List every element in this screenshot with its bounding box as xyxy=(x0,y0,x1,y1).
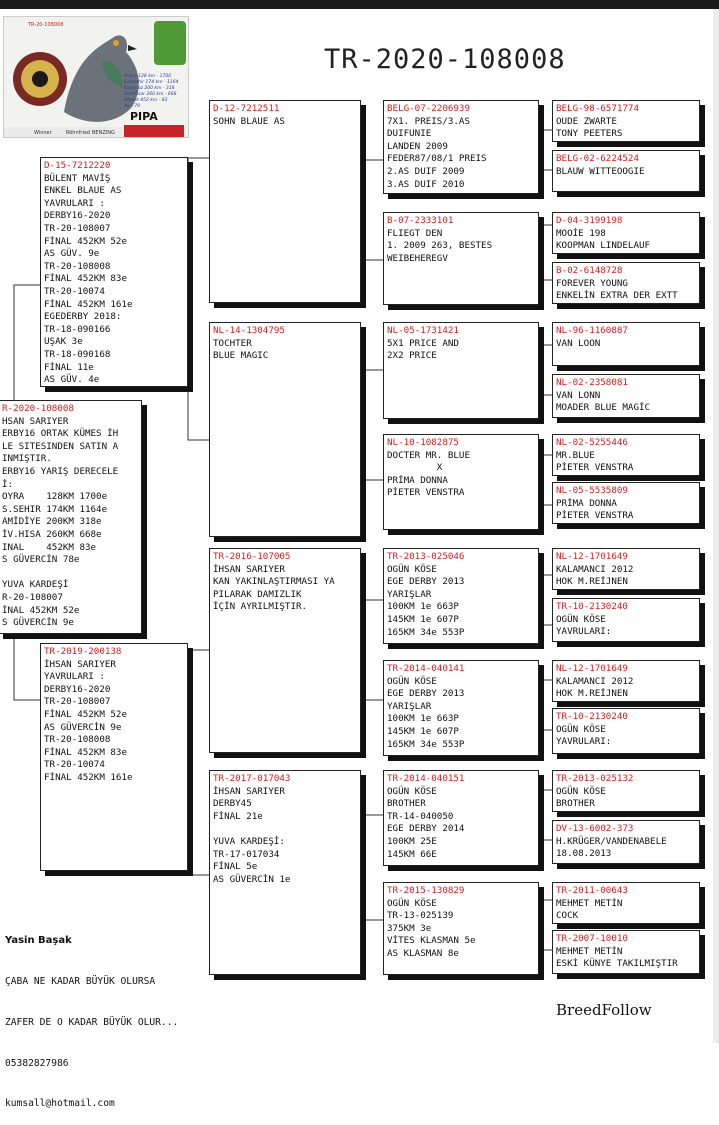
info-line: TONY PEETERS xyxy=(556,128,623,140)
pedigree-card-gen4 xyxy=(552,708,700,754)
info-line: PRİMA DONNA xyxy=(387,474,448,486)
ring-number: D-15-7212220 xyxy=(44,160,111,171)
ring-number: TR-2016-107005 xyxy=(213,551,291,562)
info-line xyxy=(2,567,138,580)
pedigree-card-gen3 xyxy=(383,212,539,305)
info-line: TR-18-090166 xyxy=(44,323,111,335)
info-line: PİETER VENSTRA xyxy=(556,462,634,474)
ring-number: D-04-3199198 xyxy=(556,215,623,226)
ring-number: NL-12-1701649 xyxy=(556,663,628,674)
svg-text:BENZING: BENZING xyxy=(92,130,115,136)
info-line: FİNAL 452KM 83e xyxy=(44,746,127,758)
pedigree-card-gen4 xyxy=(552,882,700,924)
info-line: MEHMET METİN xyxy=(556,897,623,909)
info-line: COCK xyxy=(556,910,579,922)
info-line: HSAN SARIYER xyxy=(2,415,69,427)
info-line: S GÜVERCİN 9e xyxy=(2,617,74,629)
ring-number: B-02-6148728 xyxy=(556,265,623,276)
info-line: ENKEL BLAUE AS xyxy=(44,185,122,197)
info-line: 375KM 3e xyxy=(387,922,432,934)
svg-text:Sivrihisar 260 km - 668: Sivrihisar 260 km - 668 xyxy=(124,92,177,97)
pedigree-card-gen3 xyxy=(383,882,539,975)
pedigree-card-gen4 xyxy=(552,262,700,304)
info-line: TR-20-10074 xyxy=(44,759,105,771)
info-line: BLAUW WITTEOOGIE xyxy=(556,165,645,177)
info-line: PILARAK DAMIZLIK xyxy=(213,588,302,600)
info-line: İV.HISA 260KM 668e xyxy=(2,528,102,540)
info-line: X xyxy=(387,462,443,474)
pedigree-card-gen4 xyxy=(552,548,700,590)
info-line: KALAMANCI 2012 xyxy=(556,563,634,575)
info-line: FİNAL 452KM 52e xyxy=(44,708,127,720)
info-line: DERBY45 xyxy=(213,798,252,810)
info-line: YAVRULARI: xyxy=(556,736,612,748)
ring-number: D-12-7212511 xyxy=(213,103,280,114)
sire-card xyxy=(40,157,188,387)
pedigree-card-gen4 xyxy=(552,212,700,254)
ring-number: TR-2014-040141 xyxy=(387,663,465,674)
info-line: FİNAL 452KM 83e xyxy=(44,273,127,285)
info-line: BÜLENT MAVİŞ xyxy=(44,172,111,184)
info-line: 5X1 PRICE AND xyxy=(387,337,459,349)
ring-number: NL-96-1160887 xyxy=(556,325,628,336)
info-line: SOHN BLAUE AS xyxy=(213,115,285,127)
info-line: VİTES KLASMAN 5e xyxy=(387,935,476,947)
motto-line: ZAFER DE O KADAR BÜYÜK OLUR... xyxy=(5,1016,179,1028)
info-line: TR-13-025139 xyxy=(387,910,454,922)
info-line: 18.08.2013 xyxy=(556,848,612,860)
info-line: UŞAK 3e xyxy=(44,336,83,348)
info-line: AS GÜV. 4e xyxy=(44,374,100,386)
svg-text:PIPA: PIPA xyxy=(130,110,158,123)
info-line: TR-20-108007 xyxy=(44,222,111,234)
info-line: TOCHTER xyxy=(213,337,252,349)
info-line: S.SEHIR 174KM 1164e xyxy=(2,503,108,515)
info-line: EGE DERBY 2013 xyxy=(387,576,465,588)
info-line: TR-20-108008 xyxy=(44,734,111,746)
info-line: 100KM 25E xyxy=(387,835,437,847)
pedigree-card-gen4 xyxy=(552,322,700,366)
info-line: İHSAN SARIYER xyxy=(213,563,285,575)
info-line: PRİMA DONNA xyxy=(556,497,617,509)
info-line: DOCTER MR. BLUE xyxy=(387,449,470,461)
pedigree-card-gen2 xyxy=(209,548,361,753)
pedigree-card-gen4 xyxy=(552,482,700,524)
ring-number: DV-13-6002-373 xyxy=(556,823,634,834)
pedigree-card-gen2 xyxy=(209,100,361,303)
info-line: VAN LOON xyxy=(556,337,601,349)
owner-name: Yasin Başak xyxy=(5,935,72,947)
owner-contact xyxy=(5,907,178,1125)
ring-number: NL-05-1731421 xyxy=(387,325,459,336)
page-title: TR-2020-108008 xyxy=(324,44,566,75)
info-line: YUVA KARDEŞİ: xyxy=(213,835,285,847)
info-line: HOK M.REİJNEN xyxy=(556,688,628,700)
info-line: AMİDİYE 200KM 318e xyxy=(2,516,102,528)
info-line: İHSAN SARIYER xyxy=(213,785,285,797)
info-line: ENKELİN EXTRA DER EXTT xyxy=(556,290,678,302)
info-line: OUDE ZWARTE xyxy=(556,115,617,127)
info-line: LANDEN 2009 xyxy=(387,140,448,152)
info-line: DERBY16-2020 xyxy=(44,210,111,222)
ring-number: TR-2017-017043 xyxy=(213,773,291,784)
info-line: FİNAL 452KM 161e xyxy=(44,298,133,310)
ring-number: BELG-07-2206939 xyxy=(387,103,470,114)
pedigree-card-gen2 xyxy=(209,322,361,537)
info-line: EGE DERBY 2013 xyxy=(387,688,465,700)
svg-text:Ay - 79: Ay - 79 xyxy=(124,104,140,109)
info-line: ERBY16 ORTAK KÜMES İH xyxy=(2,428,119,440)
ring-number: NL-12-1701649 xyxy=(556,551,628,562)
info-line: FİNAL 21e xyxy=(213,810,263,822)
info-line: MOADER BLUE MAGİC xyxy=(556,402,651,414)
info-line: OGÜN KÖSE xyxy=(387,675,437,687)
info-line: TR-18-090168 xyxy=(44,348,111,360)
info-line: KALAMANCI 2012 xyxy=(556,675,634,687)
info-line: PİETER VENSTRA xyxy=(387,487,465,499)
info-line: ERBY16 YARIŞ DERECELE xyxy=(2,465,119,477)
pedigree-card-gen4 xyxy=(552,150,700,192)
info-line: TR-20-108007 xyxy=(44,696,111,708)
info-line: YAVRULARI: xyxy=(556,626,612,638)
info-line: 1. 2009 263, BESTES xyxy=(387,240,493,252)
info-line: PİETER VENSTRA xyxy=(556,510,634,522)
svg-text:Röhnfried: Röhnfried xyxy=(66,130,91,136)
info-line: FİNAL 5e xyxy=(213,861,258,873)
ring-number: TR-10-2130240 xyxy=(556,711,628,722)
info-line: TR-20-10074 xyxy=(44,285,105,297)
pedigree-card-gen4 xyxy=(552,374,700,418)
info-line: 7X1. PREIS/3.AS xyxy=(387,115,470,127)
info-line: YARIŞLAR xyxy=(387,700,432,712)
ring-number: TR-2011-00643 xyxy=(556,885,628,896)
ring-number: NL-02-5255446 xyxy=(556,437,628,448)
info-line: OGÜN KÖSE xyxy=(387,897,437,909)
ring-number: TR-2019-200138 xyxy=(44,646,122,657)
info-line: INMIŞTIR. xyxy=(2,453,52,465)
svg-text:Kayımaz 200 km - 318: Kayımaz 200 km - 318 xyxy=(124,86,175,91)
info-line: 100KM 1e 663P xyxy=(387,601,459,613)
info-line: 2.AS DUIF 2009 xyxy=(387,165,465,177)
info-line: R-20-108007 xyxy=(2,591,63,603)
subject-card xyxy=(0,400,142,634)
svg-text:Ahmet 452 km - 83: Ahmet 452 km - 83 xyxy=(124,98,168,103)
info-line: 3.AS DUIF 2010 xyxy=(387,178,465,190)
info-line: FİNAL 11e xyxy=(44,361,94,373)
email-address: kumsall@hotmail.com xyxy=(5,1098,115,1110)
ring-number: TR-2013-025046 xyxy=(387,551,465,562)
brand-watermark: BreedFollow xyxy=(556,1001,652,1019)
info-line: 145KM 1e 607P xyxy=(387,725,459,737)
info-line: FEDER87/08/1 PREIS xyxy=(387,153,487,165)
info-line: OGÜN KÖSE xyxy=(556,785,606,797)
pedigree-card-gen4 xyxy=(552,660,700,702)
info-line: WEIBEHEREGV xyxy=(387,252,448,264)
info-line: FİNAL 452KM 52e xyxy=(44,235,127,247)
info-line: İÇİN AYRILMIŞTIR. xyxy=(213,601,308,613)
info-line: FOREVER YOUNG xyxy=(556,277,628,289)
info-line: MR.BLUE xyxy=(556,449,595,461)
ring-number: TR-2014-040151 xyxy=(387,773,465,784)
ring-number: NL-14-1304795 xyxy=(213,325,285,336)
info-line: İHSAN SARIYER xyxy=(44,658,116,670)
ring-number: TR-2015-130829 xyxy=(387,885,465,896)
info-line: EGEDERBY 2018: xyxy=(44,311,122,323)
pedigree-card-gen3 xyxy=(383,548,539,644)
info-line: OGÜN KÖSE xyxy=(556,613,606,625)
info-line: OGÜN KÖSE xyxy=(387,785,437,797)
ring-number: NL-05-5535809 xyxy=(556,485,628,496)
svg-text:Poyra 128 km - 1700: Poyra 128 km - 1700 xyxy=(124,74,172,79)
pedigree-card-gen4 xyxy=(552,770,700,812)
info-line: 145KM 1e 607P xyxy=(387,613,459,625)
ring-number: NL-10-1082875 xyxy=(387,437,459,448)
info-line: MEHMET METİN xyxy=(556,945,623,957)
info-line: MOOİE 198 xyxy=(556,227,606,239)
phone-number: 05382827986 xyxy=(5,1057,69,1069)
pedigree-card-gen4 xyxy=(552,100,700,142)
info-line: ESKİ KÜNYE TAKILMIŞTIR xyxy=(556,958,678,970)
info-line: İNAL 452KM 52e xyxy=(2,604,80,616)
svg-text:TR-20-108008: TR-20-108008 xyxy=(28,22,64,28)
info-line: 2X2 PRICE xyxy=(387,350,437,362)
info-line: BROTHER xyxy=(556,798,595,810)
info-line: BROTHER xyxy=(387,798,426,810)
ring-number: BELG-98-6571774 xyxy=(556,103,639,114)
info-line: VAN LONN xyxy=(556,389,601,401)
ring-number: R-2020-108008 xyxy=(2,403,74,414)
info-line: YAVRULARI : xyxy=(44,197,105,209)
dam-card xyxy=(40,643,188,871)
info-line: AS GÜV. 9e xyxy=(44,248,100,260)
info-line: AS GÜVERCİN 1e xyxy=(213,873,291,885)
info-line: FLIEGT DEN xyxy=(387,227,443,239)
info-line: AS GÜVERCİN 9e xyxy=(44,721,122,733)
svg-text:Winner: Winner xyxy=(34,130,52,136)
pedigree-card-gen3 xyxy=(383,770,539,866)
ring-number: BELG-02-6224524 xyxy=(556,153,639,164)
pedigree-card-gen3 xyxy=(383,100,539,194)
ring-number: TR-2007-10010 xyxy=(556,933,628,944)
info-line: 145KM 66E xyxy=(387,848,437,860)
pedigree-card-gen3 xyxy=(383,660,539,756)
ring-number: TR-10-2130240 xyxy=(556,601,628,612)
info-line: AS KLASMAN 8e xyxy=(387,947,459,959)
info-line: TR-20-108008 xyxy=(44,260,111,272)
info-line: İ: xyxy=(2,478,14,490)
info-line: OGÜN KÖSE xyxy=(556,723,606,735)
info-line: EGE DERBY 2014 xyxy=(387,823,465,835)
info-line: YUVA KARDEŞİ xyxy=(2,579,69,591)
pedigree-card-gen4 xyxy=(552,598,700,642)
info-line: OYRA 128KM 1700e xyxy=(2,491,108,503)
info-line xyxy=(213,823,357,836)
info-line: TR-17-017034 xyxy=(213,848,280,860)
info-line: INAL 452KM 83e xyxy=(2,541,97,553)
ring-number: NL-02-2358081 xyxy=(556,377,628,388)
pedigree-card-gen2 xyxy=(209,770,361,975)
info-line: DERBY16-2020 xyxy=(44,683,111,695)
info-line: DUIFUNIE xyxy=(387,128,432,140)
motto-line: ÇABA NE KADAR BÜYÜK OLURSA xyxy=(5,975,156,987)
pedigree-card-gen4 xyxy=(552,820,700,864)
info-line: KOOPMAN LINDELAUF xyxy=(556,240,651,252)
info-line: HOK M.REİJNEN xyxy=(556,576,628,588)
info-line: YARIŞLAR xyxy=(387,588,432,600)
info-line: KAN YAKINLAŞTIRMASI YA xyxy=(213,576,335,588)
pedigree-card-gen4 xyxy=(552,930,700,974)
info-line: YAVRULARI : xyxy=(44,671,105,683)
info-line: 165KM 34e 553P xyxy=(387,626,465,638)
info-line: LE SITESINDEN SATIN A xyxy=(2,440,119,452)
pedigree-card-gen4 xyxy=(552,434,700,476)
info-line: 100KM 1e 663P xyxy=(387,713,459,725)
ring-number: B-07-2333101 xyxy=(387,215,454,226)
info-line: BLUE MAGIC xyxy=(213,350,269,362)
pedigree-card-gen3 xyxy=(383,434,539,530)
pedigree-card-gen3 xyxy=(383,322,539,419)
svg-text:Eskişehir 174 km - 1164: Eskişehir 174 km - 1164 xyxy=(124,80,179,85)
info-line: 165KM 34e 553P xyxy=(387,738,465,750)
ring-number: TR-2013-025132 xyxy=(556,773,634,784)
info-line: S GÜVERCİN 78e xyxy=(2,554,80,566)
info-line: TR-14-040050 xyxy=(387,810,454,822)
info-line: FİNAL 452KM 161e xyxy=(44,771,133,783)
info-line: OGÜN KÖSE xyxy=(387,563,437,575)
info-line: H.KRÜGER/VANDENABELE xyxy=(556,835,667,847)
